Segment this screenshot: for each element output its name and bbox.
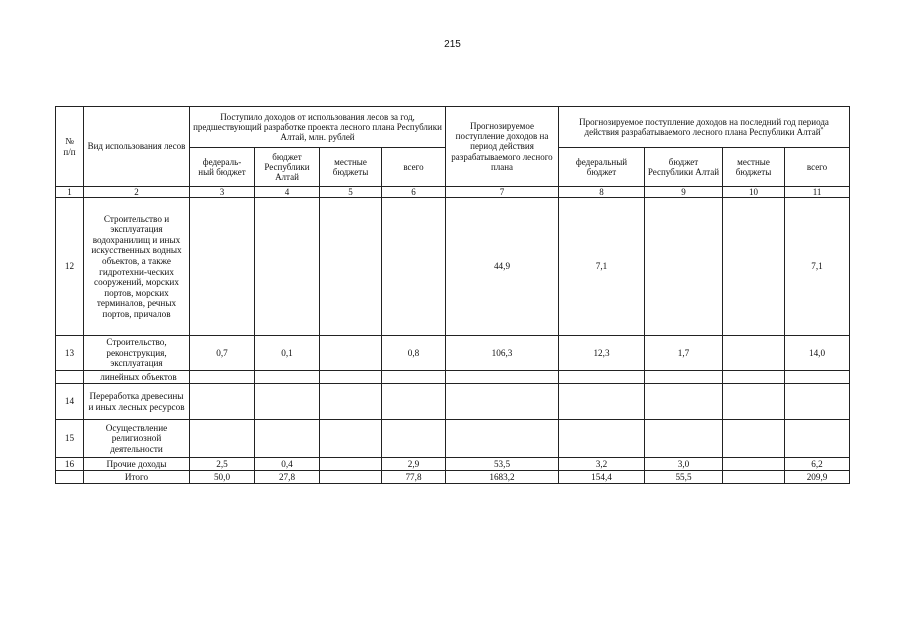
- cell-received-total: [382, 384, 446, 420]
- cell-forecast-republic: 55,5: [645, 471, 723, 484]
- cell-received-republic: 0,4: [255, 458, 320, 471]
- header-row-1: [56, 107, 850, 148]
- cell-received-republic: 0,1: [255, 336, 320, 371]
- header-received-group: Поступило доходов от использования лесов за год, предшествующий разработке проекта лесного плана Республики Алтай, млн. рублей: [190, 107, 446, 148]
- cell-forecast-republic: [645, 420, 723, 458]
- column-number: 2: [84, 187, 190, 198]
- cell-forecast-federal: [559, 420, 645, 458]
- cell-forecast-period: 106,3: [446, 336, 559, 371]
- column-number: 11: [785, 187, 850, 198]
- header-use-type: Вид использования лесов: [84, 107, 190, 187]
- cell-received-local: [320, 198, 382, 336]
- column-number: 7: [446, 187, 559, 198]
- row-name: Переработка древесины и иных лесных ресурсов: [84, 384, 190, 420]
- cell-forecast-federal: [559, 384, 645, 420]
- cell-received-total: [382, 198, 446, 336]
- header-received-federal: федераль- ный бюджет: [190, 148, 255, 187]
- cell-received-federal: 2,5: [190, 458, 255, 471]
- cell-received-local: [320, 384, 382, 420]
- cell-forecast-federal: 154,4: [559, 471, 645, 484]
- cell-forecast-total: 209,9: [785, 471, 850, 484]
- cell-forecast-federal: 12,3: [559, 336, 645, 371]
- column-number: 4: [255, 187, 320, 198]
- cell-forecast-federal: 3,2: [559, 458, 645, 471]
- cell-forecast-period: [446, 384, 559, 420]
- cell-forecast-republic: [645, 384, 723, 420]
- row-number: 16: [56, 458, 84, 471]
- column-number: 9: [645, 187, 723, 198]
- column-number-row: [56, 187, 850, 198]
- cell-received-republic: 27,8: [255, 471, 320, 484]
- cell-forecast-federal: 7,1: [559, 198, 645, 336]
- cell-forecast-total: 7,1: [785, 198, 850, 336]
- column-number: 3: [190, 187, 255, 198]
- row-name: Строительство и эксплуатация водохранилищ и иных искусственных водных объектов, а также гидротехни-ческих сооружений, морских портов, морских терминалов, речных портов, причалов: [84, 198, 190, 336]
- cell-forecast-republic: 1,7: [645, 336, 723, 371]
- row-number: 13: [56, 336, 84, 371]
- cell-forecast-local: [723, 420, 785, 458]
- table-row: [56, 384, 850, 420]
- cell-received-republic: [255, 420, 320, 458]
- total-row: [56, 471, 850, 484]
- cell-received-total: 77,8: [382, 471, 446, 484]
- column-number: 5: [320, 187, 382, 198]
- header-num: № п/п: [56, 107, 84, 187]
- cell-received-total: [382, 420, 446, 458]
- cell-forecast-republic: [645, 198, 723, 336]
- row-number: [56, 471, 84, 484]
- cell-received-total: [382, 371, 446, 384]
- cell-received-republic: [255, 371, 320, 384]
- cell-received-local: [320, 471, 382, 484]
- column-number: 8: [559, 187, 645, 198]
- cell-forecast-local: [723, 384, 785, 420]
- cell-received-republic: [255, 384, 320, 420]
- cell-forecast-total: [785, 371, 850, 384]
- table-row: [56, 371, 850, 384]
- row-number: 12: [56, 198, 84, 336]
- footnote-marker: *: [820, 127, 824, 133]
- cell-received-republic: [255, 198, 320, 336]
- cell-forecast-period: [446, 371, 559, 384]
- cell-forecast-period: 1683,2: [446, 471, 559, 484]
- row-name: линейных объектов: [84, 371, 190, 384]
- cell-received-federal: [190, 384, 255, 420]
- header-received-local: местные бюджеты: [320, 148, 382, 187]
- cell-forecast-period: 53,5: [446, 458, 559, 471]
- cell-received-federal: [190, 198, 255, 336]
- row-number: 15: [56, 420, 84, 458]
- row-name: Прочие доходы: [84, 458, 190, 471]
- cell-received-local: [320, 458, 382, 471]
- cell-forecast-federal: [559, 371, 645, 384]
- cell-forecast-local: [723, 471, 785, 484]
- header-forecast-federal: федеральный бюджет: [559, 148, 645, 187]
- cell-received-federal: 50,0: [190, 471, 255, 484]
- header-forecast-republic: бюджет Республики Алтай: [645, 148, 723, 187]
- cell-forecast-total: 14,0: [785, 336, 850, 371]
- cell-forecast-local: [723, 336, 785, 371]
- cell-received-federal: [190, 371, 255, 384]
- page-number: 215: [444, 39, 461, 50]
- table-row: [56, 420, 850, 458]
- cell-forecast-republic: 3,0: [645, 458, 723, 471]
- header-forecast-period: Прогнозируемое поступление доходов на период действия разрабатываемого лесного плана: [446, 107, 559, 187]
- cell-forecast-local: [723, 371, 785, 384]
- cell-forecast-total: [785, 384, 850, 420]
- column-number: 6: [382, 187, 446, 198]
- table-row: [56, 336, 850, 371]
- cell-forecast-local: [723, 198, 785, 336]
- header-forecast-last-text: Прогнозируемое поступление доходов на последний год периода действия разрабатываемого лесного плана Республики Алтай: [579, 116, 829, 137]
- cell-received-federal: 0,7: [190, 336, 255, 371]
- row-number: [56, 371, 84, 384]
- cell-forecast-total: [785, 420, 850, 458]
- column-number: 1: [56, 187, 84, 198]
- row-name: Строительство, реконструкция, эксплуатация: [84, 336, 190, 371]
- cell-received-federal: [190, 420, 255, 458]
- cell-forecast-period: [446, 420, 559, 458]
- cell-forecast-local: [723, 458, 785, 471]
- row-number: 14: [56, 384, 84, 420]
- table-row: [56, 458, 850, 471]
- cell-received-local: [320, 420, 382, 458]
- cell-forecast-republic: [645, 371, 723, 384]
- cell-forecast-period: 44,9: [446, 198, 559, 336]
- table-row: [56, 198, 850, 336]
- cell-forecast-total: 6,2: [785, 458, 850, 471]
- header-received-republic: бюджет Республики Алтай: [255, 148, 320, 187]
- header-forecast-local: местные бюджеты: [723, 148, 785, 187]
- income-table: [55, 106, 850, 484]
- header-received-total: всего: [382, 148, 446, 187]
- cell-received-total: 2,9: [382, 458, 446, 471]
- header-forecast-total: всего: [785, 148, 850, 187]
- cell-received-local: [320, 371, 382, 384]
- row-name: Осуществление религиозной деятельности: [84, 420, 190, 458]
- row-name-total: Итого: [84, 471, 190, 484]
- cell-received-total: 0,8: [382, 336, 446, 371]
- column-number: 10: [723, 187, 785, 198]
- cell-received-local: [320, 336, 382, 371]
- header-forecast-last-group: [559, 107, 850, 148]
